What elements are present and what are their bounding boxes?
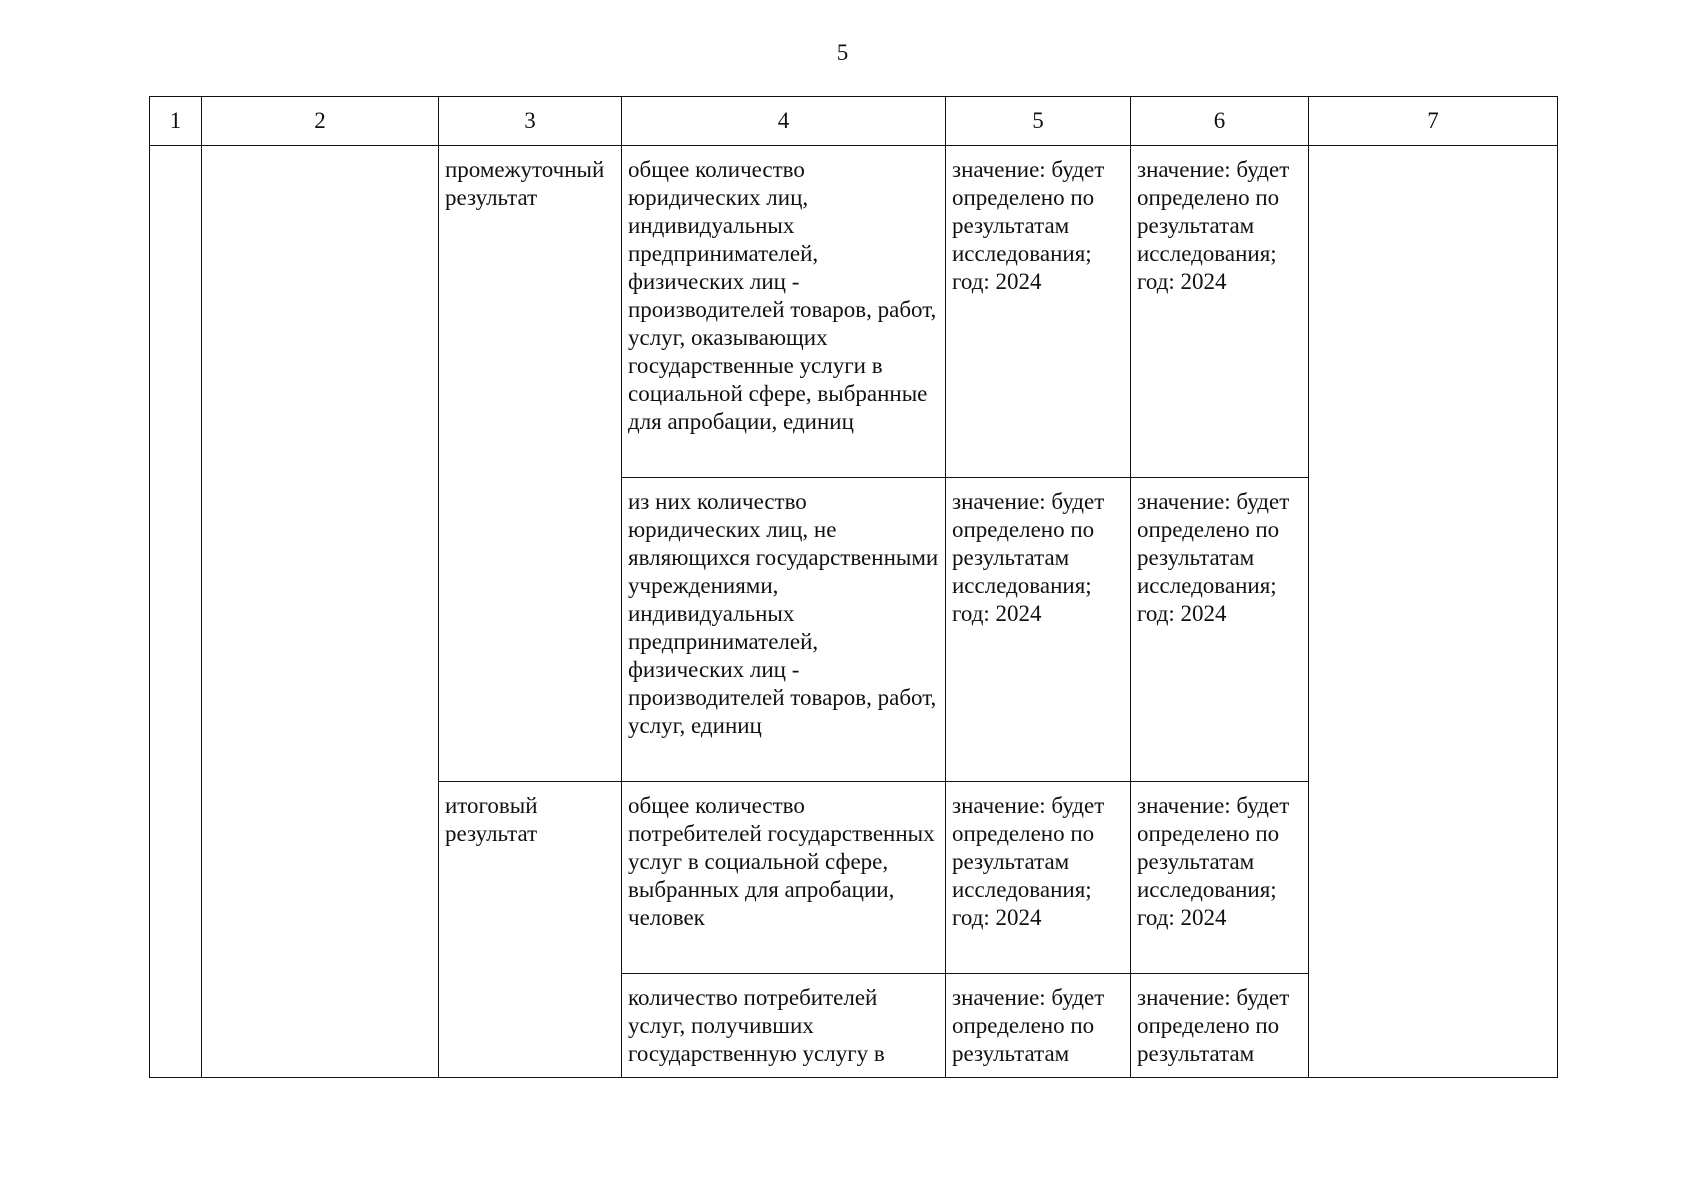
table-row <box>150 146 1558 478</box>
header-cell-1: 1 <box>150 97 202 146</box>
header-cell-4: 4 <box>622 97 946 146</box>
value-cell-col5: значение: будет определено по результатам исследования; год: 2024 <box>946 146 1131 478</box>
indicator-cell: общее количество потребителей государственных услуг в социальной сфере, выбранных для апробации, человек <box>622 782 946 974</box>
value-cell-col6: значение: будет определено по результатам исследования; год: 2024 <box>1131 146 1309 478</box>
header-cell-6: 6 <box>1131 97 1309 146</box>
stage-final: итоговый результат <box>439 782 622 1078</box>
header-cell-3: 3 <box>439 97 622 146</box>
cell-col7-empty <box>1309 146 1558 1078</box>
stage-intermediate: промежуточный результат <box>439 146 622 782</box>
indicator-cell: количество потребителей услуг, получивших государственную услугу в <box>622 974 946 1078</box>
indicator-cell: из них количество юридических лиц, не являющихся государственными учреждениями, индивидуальных предпринимателей, физических лиц - производителей товаров, работ, услуг, единиц <box>622 478 946 782</box>
value-cell-col6: значение: будет определено по результатам исследования; год: 2024 <box>1131 782 1309 974</box>
results-table <box>149 96 1558 1078</box>
value-cell-col5: значение: будет определено по результатам <box>946 974 1131 1078</box>
page-number: 5 <box>836 40 849 65</box>
cell-col1-empty <box>150 146 202 1078</box>
header-row <box>150 97 1558 146</box>
value-cell-col5: значение: будет определено по результатам исследования; год: 2024 <box>946 782 1131 974</box>
value-cell-col6: значение: будет определено по результатам <box>1131 974 1309 1078</box>
header-cell-5: 5 <box>946 97 1131 146</box>
header-cell-7: 7 <box>1309 97 1558 146</box>
indicator-cell: общее количество юридических лиц, индивидуальных предпринимателей, физических лиц - производителей товаров, работ, услуг, оказывающих государственные услуги в социальной сфере, выбранные для апробации, единиц <box>622 146 946 478</box>
header-cell-2: 2 <box>202 97 439 146</box>
cell-col2-empty <box>202 146 439 1078</box>
value-cell-col5: значение: будет определено по результатам исследования; год: 2024 <box>946 478 1131 782</box>
value-cell-col6: значение: будет определено по результатам исследования; год: 2024 <box>1131 478 1309 782</box>
